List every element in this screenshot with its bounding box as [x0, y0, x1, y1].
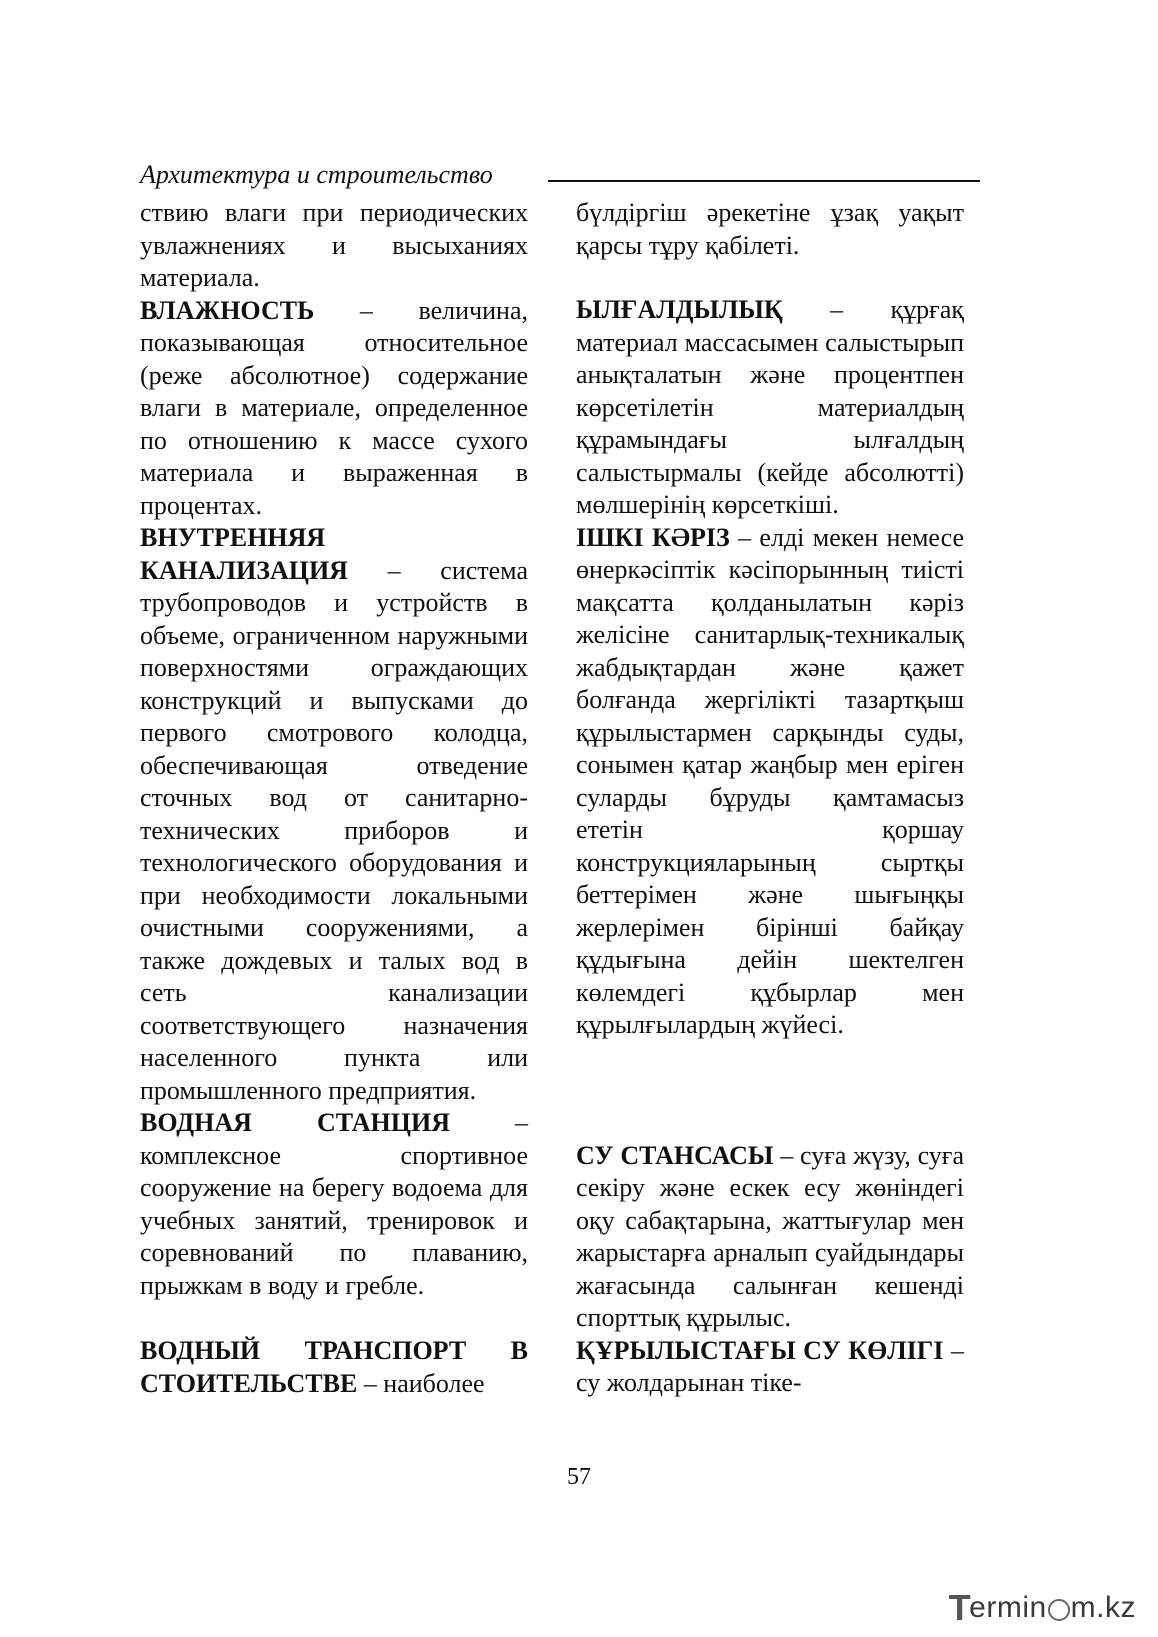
page-number: 57: [567, 1464, 591, 1490]
entry-su-stansasy: [576, 1140, 964, 1335]
magnifier-icon: [1048, 1599, 1070, 1621]
entry-ishki-kariz: [576, 522, 964, 1042]
entry-term: ІШКІ КӘРІЗ: [576, 522, 730, 552]
entry-body: – елді мекен немесе өнеркәсіптік кәсіпорынның тиісті мақсатта қолданылатын кәріз желісіне санитарлық-техникалық жабдықтардан және қажет болғанда жергілікті тазартқыш құрылыстармен сарқынды суды, сонымен қатар жаңбыр мен еріген суларды бұруды қамтамасыз ететін қоршау конструкцияларының сыртқы беттерімен және шығыңқы жерлерімен бірінші байқау құдығына дейін шектелген көлемдегі құбырлар мен құрылғылардың жүйесі.: [576, 522, 964, 1039]
entry-term: ҚҰРЫЛЫСТАҒЫ СУ КӨЛІГІ: [576, 1335, 944, 1365]
entry-term: ВНУТРЕННЯЯ КАНАЛИЗАЦИЯ: [140, 523, 348, 585]
watermark-part2: m.kz: [1070, 1591, 1136, 1624]
entry-vlazhnost: [140, 295, 528, 523]
entry-ylgaldylyk: [576, 294, 964, 522]
entry-body: – құрғақ материал массасымен салыстырып анықталатын және процентпен көрсетілетін материалдың құрамындағы ылғалдың салыстырмалы (кейде абсолютті) мөлшерінің көрсеткіші.: [576, 295, 964, 519]
entry-term: СУ СТАНСАСЫ: [576, 1140, 774, 1170]
entry-kz-continuation: бүлдіргіш әрекетіне ұзақ уақыт қарсы тұру қабілеті.: [576, 198, 964, 260]
header-title: Архитектура и строительство: [140, 160, 493, 189]
entry-vodnaya-stanciya: [140, 1107, 528, 1302]
entry-body: – комплексное спортивное сооружение на берегу водоема для учебных занятий, тренировок и соревнований по плаванию, прыжкам в воду и гребле.: [140, 1108, 529, 1300]
entry-body: – величина, показывающая относительное (реже абсолютное) содержание влаги в материале, определенное по отношению к массе сухого материала и выраженная в процентах.: [140, 295, 528, 520]
entry-term: ЫЛҒАЛДЫЛЫҚ: [576, 295, 783, 324]
header-rule: [548, 180, 980, 182]
entry-term: ВЛАЖНОСТЬ: [140, 295, 315, 325]
right-column: [576, 197, 964, 1400]
entry-body: – наиболее: [357, 1368, 485, 1398]
entry-vodnyi-transport: [140, 1335, 528, 1400]
entry-ru-continuation: ствию влаги при периодических увлажнениях и высыханиях материала.: [140, 198, 528, 292]
running-header: [140, 160, 980, 190]
watermark-part1: ermin: [969, 1591, 1047, 1624]
entry-body: – система трубопроводов и устройств в объеме, ограниченном наружными поверхностями ограждающих конструкций и выпусками до первого смотрового колодца, обеспечивающая отведение сточных вод от санитарно-технических приборов и технологического оборудования и при необходимости локальными очистными сооружениями, а также дождевых и талых вод в сеть канализации соответствующего назначения населенного пункта или промышленного предприятия.: [140, 555, 528, 1105]
entry-vnutrennyaya-kanalizaciya: [140, 522, 528, 1107]
termincom-watermark: [949, 1588, 1136, 1628]
entry-body: – су жолдарынан тіке-: [576, 1335, 964, 1397]
entry-kurylystagy-su-koligi: [576, 1335, 964, 1400]
left-column: [140, 197, 528, 1400]
entry-body: – суға жүзу, суға секіру және ескек есу жөніндегі оқу сабақтарына, жаттығулар мен жарыстарға арналып суайдындары жағасында салынған кешенді спорттық құрылыс.: [576, 1140, 965, 1332]
entry-term: ВОДНАЯ СТАНЦИЯ: [140, 1108, 450, 1137]
entry-term: ВОДНЫЙ ТРАНСПОРТ В СТОИТЕЛЬСТВЕ: [140, 1336, 528, 1398]
watermark-t: T: [948, 1587, 972, 1628]
